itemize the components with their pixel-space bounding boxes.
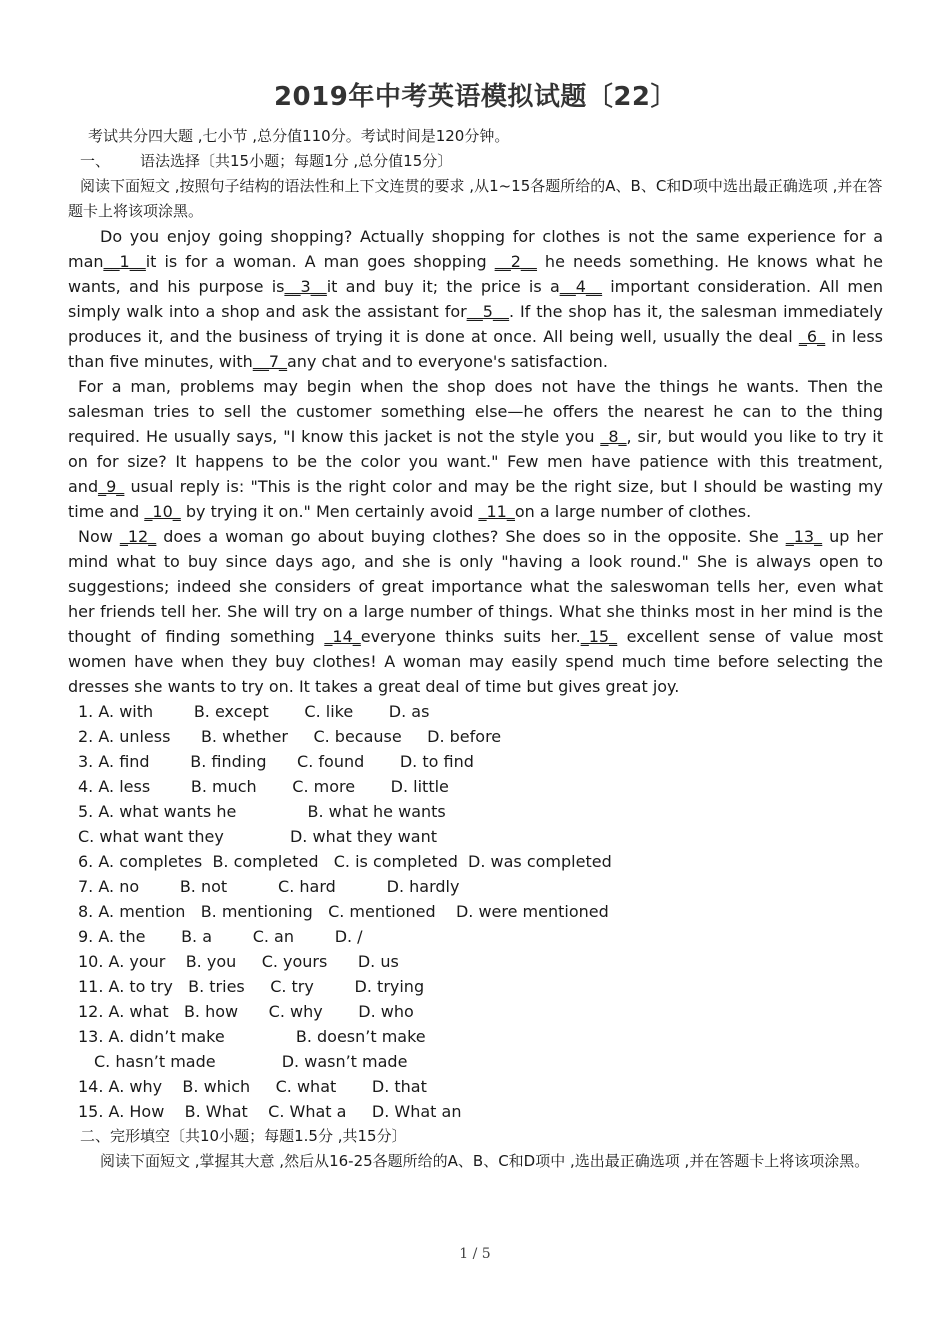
blank-11: _11_ [478,502,515,521]
question-11: 11. A. to try B. tries C. try D. trying [78,977,425,996]
blank-10: _10_ [144,502,181,521]
section-1-directions: 阅读下面短文 ,按照句子结构的语法性和上下文连贯的要求 ,从1~15各题所给的A、B、C和D项中选出最正确选项 ,并在答题卡上将该项涂黑。 [68,177,883,220]
question-14: 14. A. why B. which C. what D. that [78,1077,427,1096]
blank-7: __7_ [252,352,287,371]
question-5: 5. A. what wants he B. what he wants [78,802,446,821]
question-12: 12. A. what B. how C. why D. who [78,1002,414,1021]
question-13: 13. A. didn’t make B. doesn’t make [78,1027,426,1046]
question-list [68,699,883,1124]
exam-title: 2019年中考英语模拟试题〔22〕 [273,82,678,112]
blank-12: _12_ [119,527,157,546]
section-1-number: 一、 [80,152,111,170]
blank-2: __2__ [494,252,537,271]
question-7: 7. A. no B. not C. hard D. hardly [78,877,460,896]
question-2: 2. A. unless B. whether C. because D. before [78,727,502,746]
blank-14: _14_ [324,627,361,646]
question-10: 10. A. your B. you C. yours D. us [78,952,399,971]
question-5-continued: C. what want they D. what they want [78,827,437,846]
question-3: 3. A. find B. finding C. found D. to find [78,752,474,771]
question-13-continued: C. hasn’t made D. wasn’t made [94,1052,408,1071]
exam-page [68,78,883,1174]
blank-13: _13_ [785,527,823,546]
blank-6: _6_ [798,327,826,346]
blank-4: __4__ [559,277,602,296]
question-8: 8. A. mention B. mentioning C. mentioned D. were mentioned [78,902,609,921]
section-2-directions: 阅读下面短文 ,掌握其大意 ,然后从16-25各题所给的A、B、C和D项中 ,选出最正确选项 ,并在答题卡上将该项涂黑。 [100,1152,870,1170]
section-2-heading: 二、完形填空〔共10小题；每题1.5分 ,共15分〕 [80,1127,407,1145]
exam-intro: 考试共分四大题 ,七小节 ,总分值110分。考试时间是120分钟。 [88,127,510,145]
question-6: 6. A. completes B. completed C. is completed D. was completed [78,852,612,871]
blank-5: __5__ [466,302,509,321]
question-15: 15. A. How B. What C. What a D. What an [78,1102,462,1121]
passage-paragraph-3: Now _12_ does a woman go about buying clothes? She does so in the opposite. She _13_ up her mind what to buy since days ago, and she is only "having a look round." She is always open to suggestions; indeed she considers of great importance what the saleswoman tells her, even what her friends tell her. She will try on a large number of things. What she thinks most in her mind is the thought of finding something _14_everyone thinks suits her._15_ excellent sense of value most women have when they buy clothes! A woman may easily spend much time before selecting the dresses she wants to try on. It takes a great deal of time but gives great joy. [68,527,884,696]
reading-passage [68,224,883,699]
question-1: 1. A. with B. except C. like D. as [78,702,430,721]
question-4: 4. A. less B. much C. more D. little [78,777,449,796]
page-number: 1 / 5 [459,1246,491,1262]
passage-paragraph-2: For a man, problems may begin when the shop does not have the things he wants. Then the salesman tries to sell the customer something else—he offers the nearest he can to the thing required. He usually says, "I know this jacket is not the style you _8_, sir, but would you like to try it on for size? It happens to be the color you want." Few men have patience with this treatment, and_9_ usual reply is: "This is the right color and may be the right size, but I should be wasting my time and _10_ by trying it on." Men certainly avoid _11_on a large number of clothes. [68,377,883,521]
blank-8: _8_ [600,427,627,446]
blank-1: __1__ [103,252,146,271]
blank-9: _9_ [98,477,125,496]
question-9: 9. A. the B. a C. an D. / [78,927,363,946]
blank-3: __3__ [284,277,327,296]
section-1-label: 语法选择〔共15小题；每题1分 ,总分值15分〕 [140,152,453,170]
section-1-heading [68,149,883,174]
passage-paragraph-1: Do you enjoy going shopping? Actually shopping for clothes is not the same experience for a man__1__it is for a woman. A man goes shopping __2__ he needs something. He knows what he wants, and his purpose is__3__it and buy it; the price is a__4__ important consideration. All men simply walk into a shop and ask the assistant for__5__. If the shop has it, the salesman immediately produces it, and the business of trying it is done at once. All being well, usually the deal _6_ in less than five minutes, with__7_any chat and to everyone's satisfaction. [68,227,884,371]
blank-15: _15_ [580,627,618,646]
